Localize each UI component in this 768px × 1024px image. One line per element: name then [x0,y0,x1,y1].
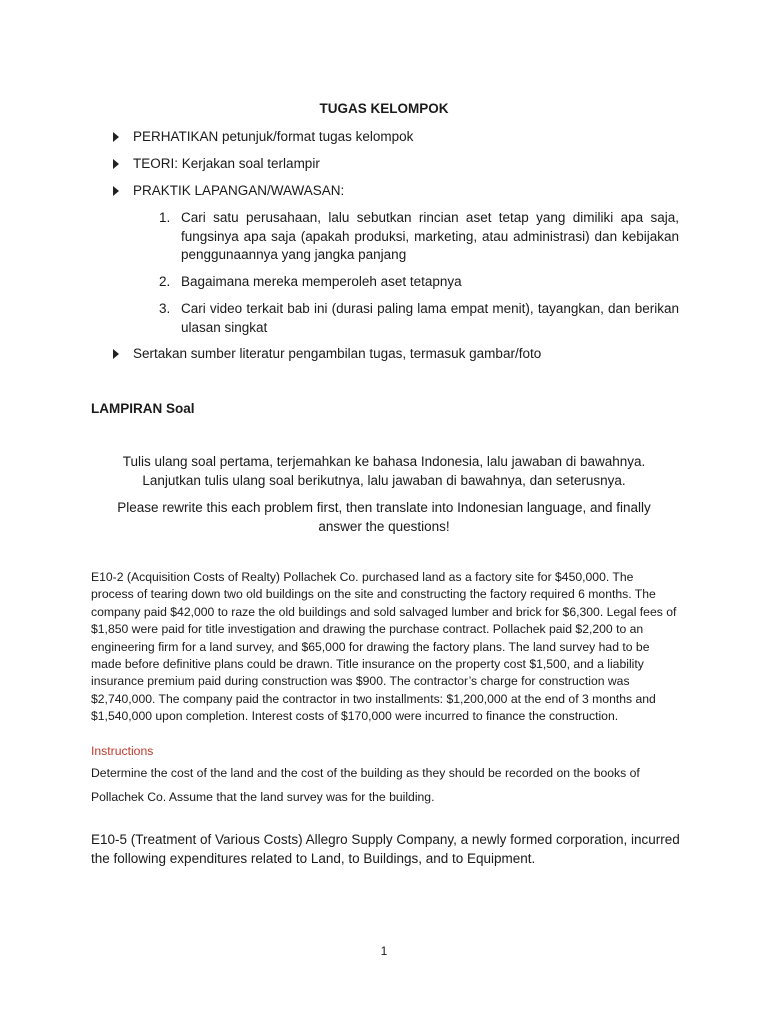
bullet-item [113,128,413,146]
instruction-line-id: Tulis ulang soal pertama, terjemahkan ke bahasa Indonesia, lalu jawaban di bawahnya. [122,454,646,469]
page-number: 1 [380,944,388,958]
numbered-item [159,273,679,292]
instruction-line-en: answer the questions! [318,519,450,534]
item-text: Cari satu perusahaan, lalu sebutkan rincian aset tetap yang dimiliki apa saja, fungsinya apa saja (apakah produksi, marketing, atau administrasi) dan kebijakan penggunaannya yang jangka panjang [181,210,679,262]
item-number: 1. [159,210,171,225]
bullet-item [113,182,344,200]
instruction-line-id: Lanjutkan tulis ulang soal berikutnya, lalu jawaban di bawahnya, dan seterusnya. [142,473,626,488]
item-text: Cari video terkait bab ini (durasi paling lama empat menit), tayangkan, dan berikan ulasan singkat [181,301,679,335]
item-number: 3. [159,301,171,316]
numbered-item [159,209,679,265]
triangle-bullet-icon [113,186,119,196]
instruction-line-en: Please rewrite this each problem first, then translate into Indonesian language, and finally [117,500,651,515]
bullet-text: Sertakan sumber literatur pengambilan tugas, termasuk gambar/foto [133,346,542,361]
numbered-item [159,300,679,337]
instructions-label: Instructions [91,744,154,758]
document-title: TUGAS KELOMPOK [319,101,449,116]
triangle-bullet-icon [113,349,119,359]
item-text: Bagaimana mereka memperoleh aset tetapnya [181,274,462,289]
problem-e10-5-body: E10-5 (Treatment of Various Costs) Allegro Supply Company, a newly formed corporation, incurred the following expenditures related to Land, to Buildings, and to Equipment. [91,832,680,866]
bullet-text: PRAKTIK LAPANGAN/WAWASAN: [133,183,345,198]
bullet-text: TEORI: Kerjakan soal terlampir [133,156,320,171]
problem-e10-2-question: Determine the cost of the land and the cost of the building as they should be recorded on the books of Pollachek Co. Assume that the land survey was for the building. [91,766,640,804]
bullet-item [113,155,320,173]
problem-e10-2-body: E10-2 (Acquisition Costs of Realty) Pollachek Co. purchased land as a factory site for $450,000. The process of tearing down two old buildings on the site and constructing the factory required 6 months. The company paid $42,000 to raze the old buildings and sold salvaged lumber and brick for $6,300. Legal fees of $1,850 were paid for title investigation and drawing the purchase contract. Pollachek paid $2,200 to an engineering firm for a land survey, and $65,000 for drawing the factory plans. The land survey had to be made before definitive plans could be drawn. Title insurance on the property cost $1,500, and a liability insurance premium paid during construction was $900. The contractor’s charge for construction was $2,740,000. The company paid the contractor in two installments: $1,200,000 at the end of 3 months and $1,540,000 upon completion. Interest costs of $170,000 were incurred to finance the construction. [91,570,677,724]
item-number: 2. [159,274,171,289]
bullet-text: PERHATIKAN petunjuk/format tugas kelompok [133,129,414,144]
triangle-bullet-icon [113,132,119,142]
attachment-heading: LAMPIRAN Soal [91,401,195,416]
triangle-bullet-icon [113,159,119,169]
bullet-item [113,345,541,363]
